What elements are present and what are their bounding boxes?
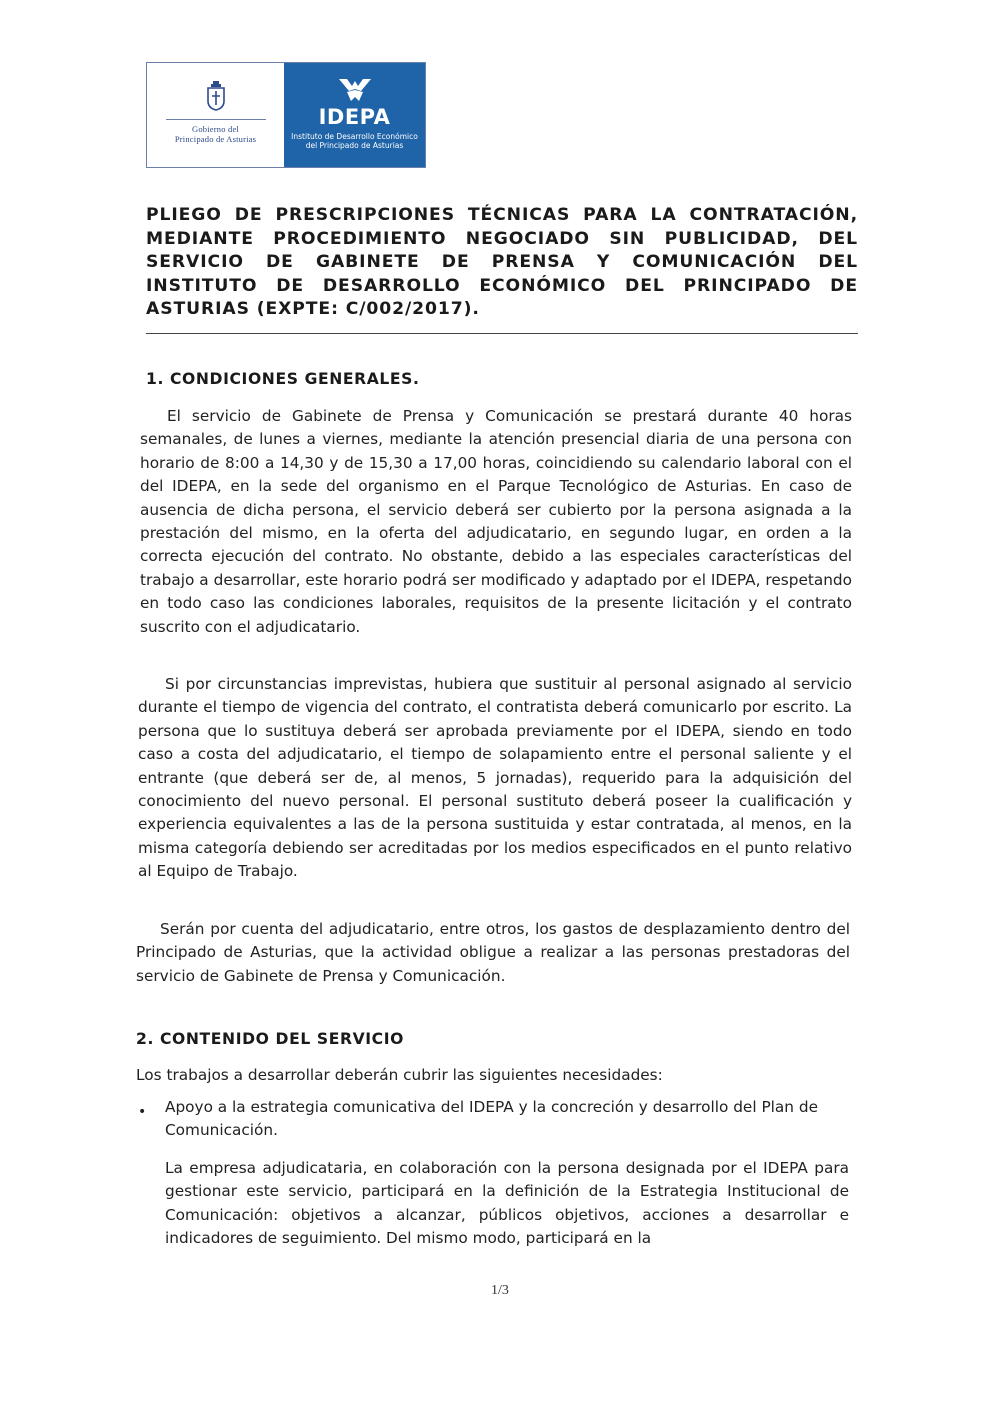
- section-2-intro: Los trabajos a desarrollar deberán cubrir las siguientes necesidades:: [136, 1066, 663, 1084]
- government-name-line1: Gobierno del: [191, 124, 239, 134]
- section-1-paragraph-1: El servicio de Gabinete de Prensa y Comunicación se prestará durante 40 horas semanales, de lunes a viernes, mediante la atención presencial diaria de una persona con horario de 8:00 a 14,30 y de 15,30 a 17,00 horas, coincidiendo su calendario laboral con el del IDEPA, en la sede del organismo en el Parque Tecnológico de Asturias. En caso de ausencia de dicha persona, el servicio deberá ser cubierto por la persona asignada a la prestación del mismo, en la oferta del adjudicatario, en segundo lugar, en orden a la correcta ejecución del contrato. No obstante, debido a las especiales características del trabajo a desarrollar, este horario podrá ser modificado y adaptado por el IDEPA, respetando en todo caso las condiciones laborales, requisitos de la presente licitación y el contrato suscrito con el adjudicatario.: [140, 407, 852, 636]
- government-logo-rule: [166, 119, 266, 120]
- section-2-bullet-1: Apoyo a la estrategia comunicativa del IDEPA y la concreción y desarrollo del Plan de Comunicación.: [165, 1098, 818, 1140]
- government-name-line2: Principado de Asturias: [174, 134, 257, 144]
- page-number: 1/3: [491, 1283, 509, 1298]
- idepa-subtitle-line1: Instituto de Desarrollo Económico: [291, 132, 418, 141]
- bullet-marker: •: [138, 1104, 147, 1120]
- section-1-paragraph-3: Serán por cuenta del adjudicatario, entre otros, los gastos de desplazamiento dentro del Principado de Asturias, que la actividad obligue a realizar a las personas prestadoras del servicio de Gabinete de Prensa y Comunicación.: [136, 920, 850, 985]
- section-2-paragraph-1: La empresa adjudicataria, en colaboración con la persona designada por el IDEPA para gestionar este servicio, participará en la definición de la Estrategia Institucional de Comunicación: objetivos a alcanzar, públicos objetivos, acciones a desarrollar e indicadores de seguimiento. Del mismo modo, participará en la: [165, 1159, 849, 1248]
- government-name: [175, 124, 256, 144]
- document-title: PLIEGO DE PRESCRIPCIONES TÉCNICAS PARA LA CONTRATACIÓN, MEDIANTE PROCEDIMIENTO NEGOCIADO SIN PUBLICIDAD, DEL SERVICIO DE GABINETE DE PRENSA Y COMUNICACIÓN DEL INSTITUTO DE DESARROLLO ECONÓMICO DEL PRINCIPADO DE ASTURIAS (EXPTE: C/002/2017).: [146, 205, 858, 320]
- idepa-logo: [284, 63, 425, 167]
- idepa-subtitle: [290, 132, 420, 150]
- header-logo: [146, 62, 426, 168]
- government-logo: [147, 63, 284, 167]
- idepa-subtitle-line2: del Principado de Asturias: [305, 141, 404, 150]
- title-divider: [146, 333, 858, 334]
- section-1-heading: 1. CONDICIONES GENERALES.: [146, 370, 420, 388]
- section-1-paragraph-2: Si por circunstancias imprevistas, hubiera que sustituir al personal asignado al servicio durante el tiempo de vigencia del contrato, el contratista deberá comunicarlo por escrito. La persona que lo sustituya deberá ser aprobada previamente por el IDEPA, siendo en todo caso a costa del adjudicatario, el tiempo de solapamiento entre el personal saliente y el entrante (que deberá ser de, al menos, 5 jornadas), requerido para la adquisición del conocimiento del nuevo personal. El personal sustituto deberá poseer la cualificación y experiencia equivalentes a las de la persona sustituida y estar contratada, al menos, en la misma categoría debiendo ser acreditadas por los medios especificados en el punto relativo al Equipo de Trabajo.: [138, 675, 852, 881]
- idepa-name: IDEPA: [318, 105, 391, 129]
- section-2-heading: 2. CONTENIDO DEL SERVICIO: [136, 1030, 404, 1048]
- idepa-emblem-icon: [335, 77, 375, 103]
- coat-of-arms-icon: [205, 81, 227, 111]
